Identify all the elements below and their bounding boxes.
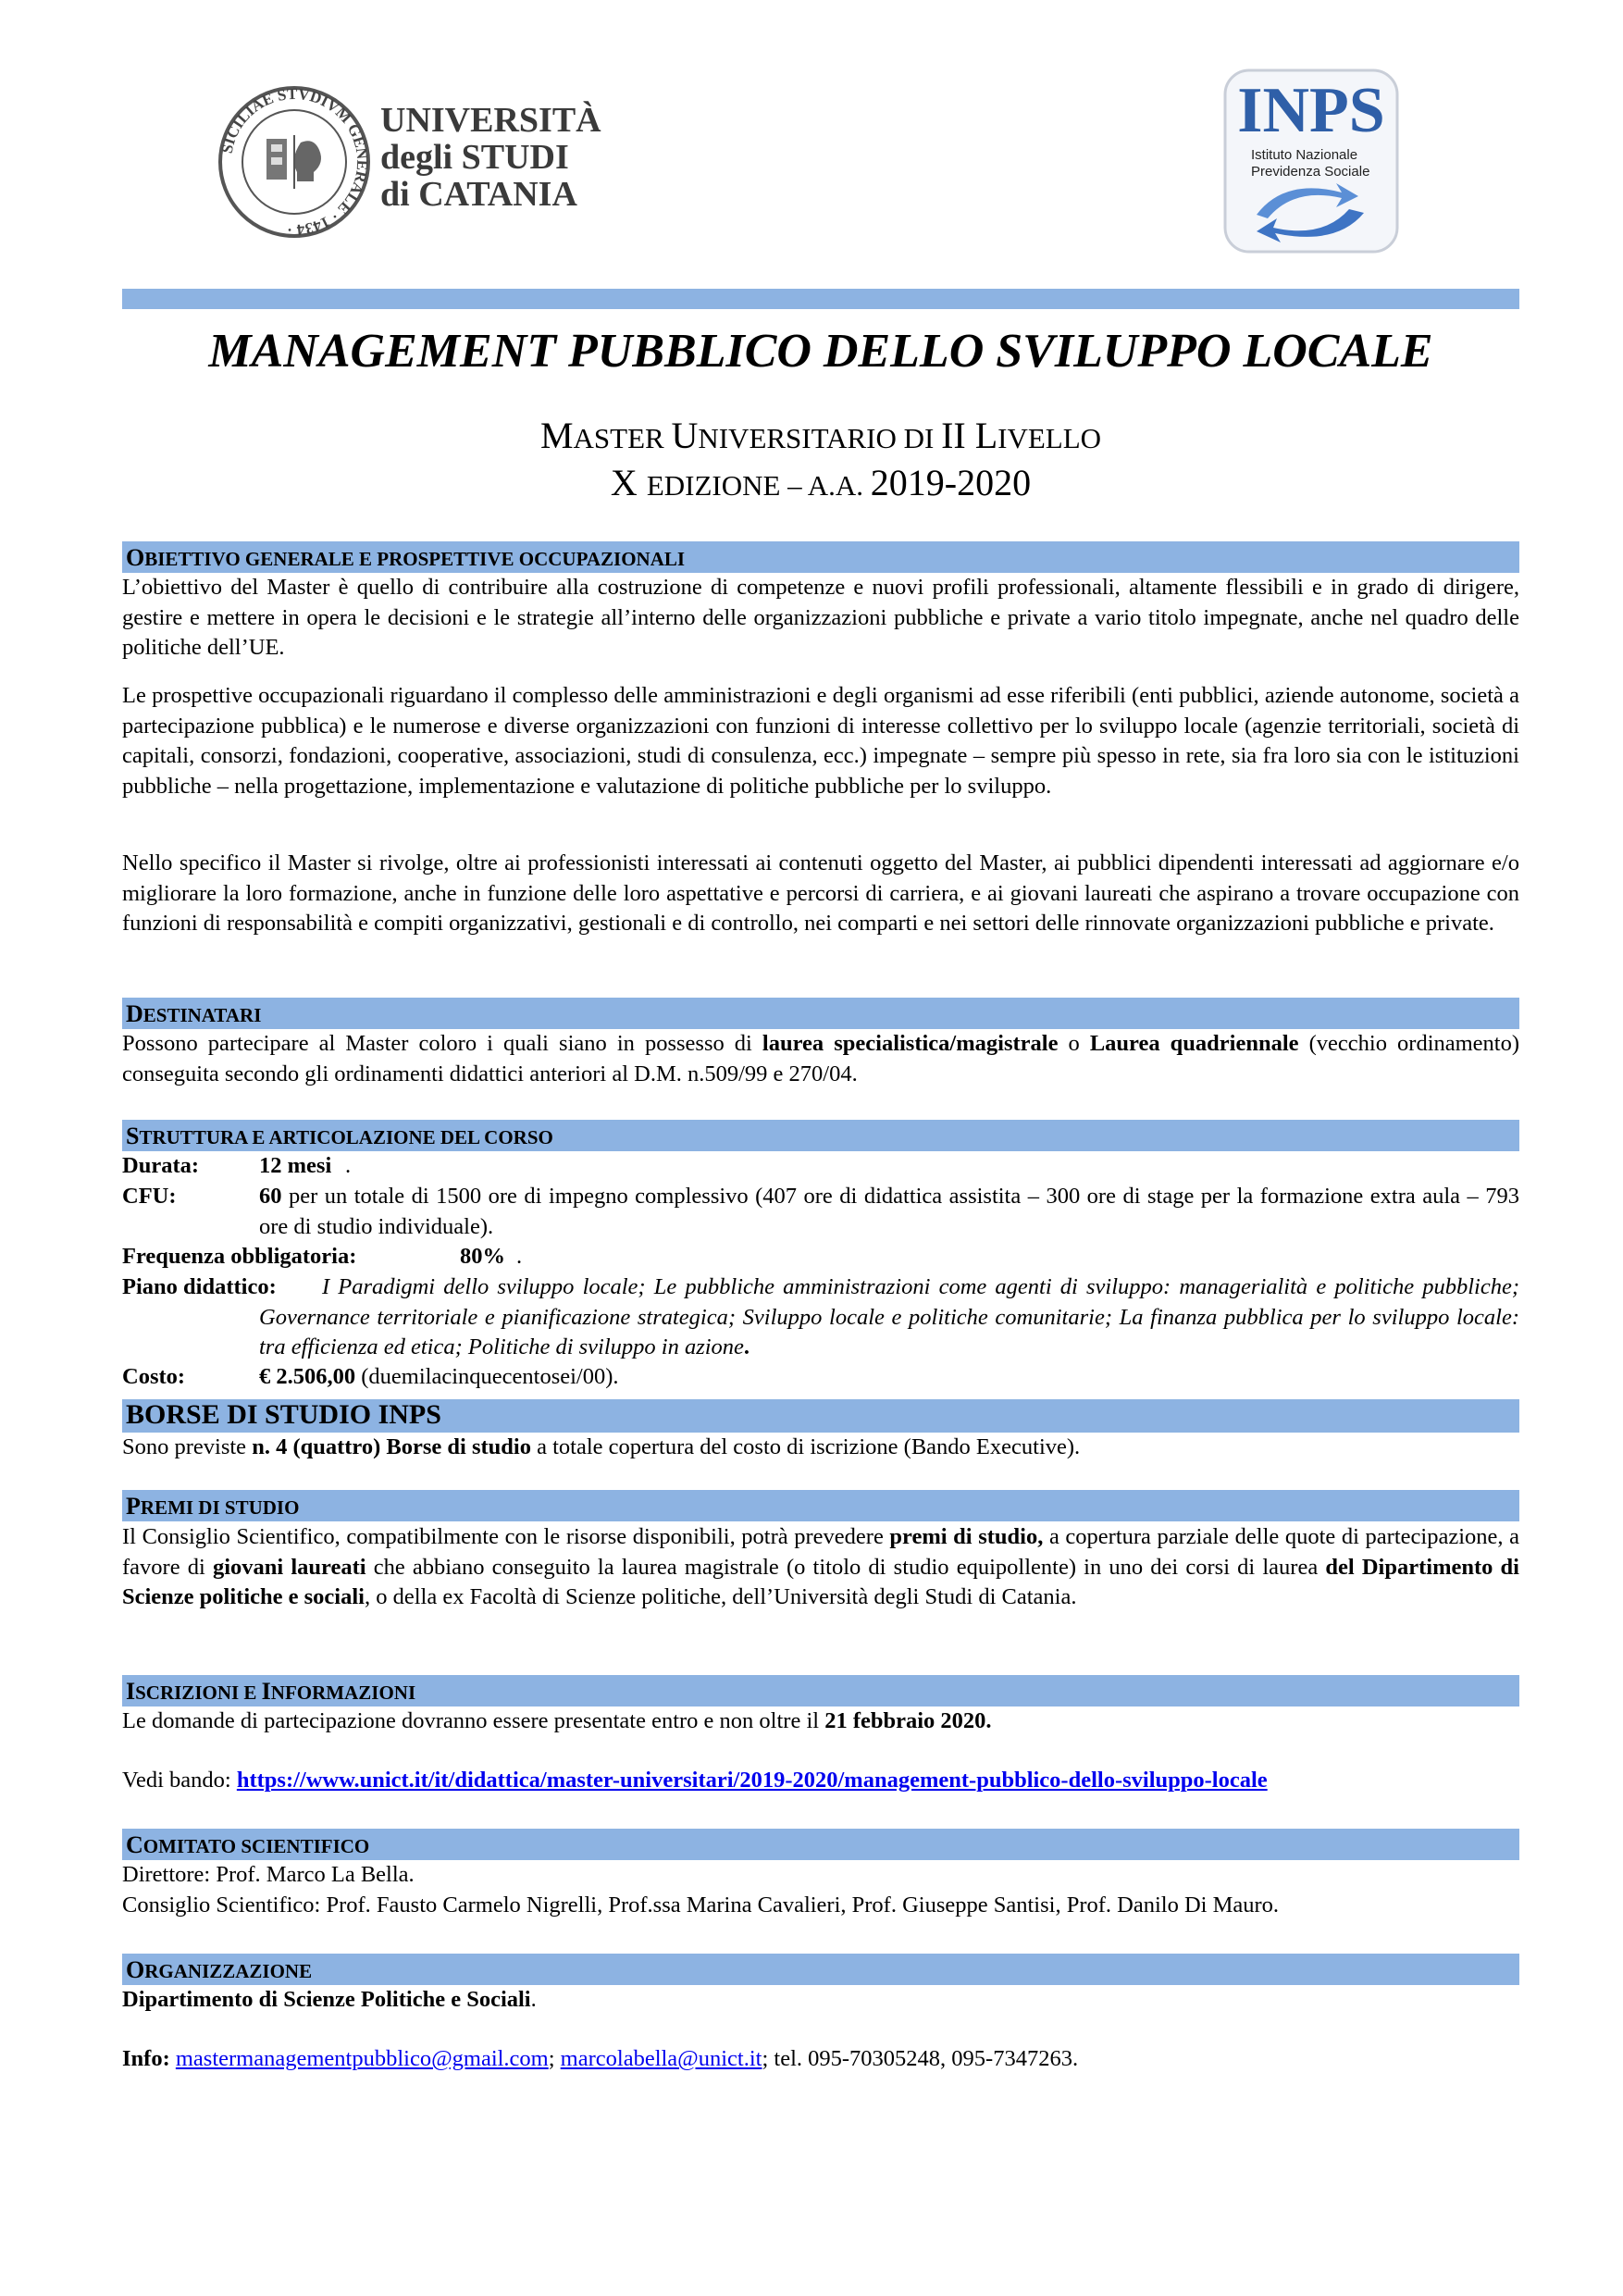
heading-text: D bbox=[126, 1000, 143, 1027]
inps-line2: Previdenza Sociale bbox=[1251, 164, 1370, 180]
inps-brand: INPS bbox=[1237, 75, 1385, 146]
section-header-destinatari bbox=[122, 998, 1519, 1029]
heading-text: NFORMAZIONI bbox=[270, 1682, 416, 1704]
cfu-bold: 60 bbox=[259, 1184, 282, 1209]
unict-line3: di CATANIA bbox=[380, 175, 577, 214]
subtitle-line2 bbox=[122, 461, 1519, 508]
info-row bbox=[122, 2044, 1078, 2075]
subtitle-text: EDIZIONE – A.A. bbox=[646, 469, 871, 502]
subtitle-text: IVELLO bbox=[997, 422, 1102, 454]
costo-label: Costo: bbox=[122, 1364, 186, 1389]
text-run: a copertura parziale delle quote di partecipazione, a favore di bbox=[122, 1524, 1519, 1580]
heading-text: S bbox=[126, 1123, 140, 1149]
section-header-struttura bbox=[122, 1120, 1519, 1151]
costo-value-wrap bbox=[259, 1362, 619, 1393]
text-run: (vecchio ordinamento) conseguita secondo gli ordinamenti didattici anteriori al D.M. n.509/99 e 270/04. bbox=[122, 1031, 1520, 1086]
piano-value bbox=[259, 1272, 1519, 1363]
iscrizioni-text bbox=[122, 1706, 992, 1737]
heading-text: C bbox=[126, 1831, 143, 1858]
destinatari-text bbox=[122, 1029, 1519, 1089]
email-link-1[interactable]: mastermanagementpubblico@gmail.com bbox=[175, 2046, 549, 2071]
unict-seal-icon bbox=[216, 83, 373, 241]
subtitle-text: U bbox=[671, 415, 699, 456]
subtitle-text: X bbox=[610, 462, 647, 503]
consiglio: Consiglio Scientifico: Prof. Fausto Carmelo Nigrelli, Prof.ssa Marina Cavalieri, Prof. Giuseppe Santisi, Prof. Danilo Di Mauro. bbox=[122, 1893, 1280, 1917]
durata-label: Durata: bbox=[122, 1153, 200, 1178]
costo-value: € 2.506,00 bbox=[259, 1364, 356, 1389]
bando-link[interactable]: https://www.unict.it/it/didattica/master-universitari/2019-2020/management-pubblico-dello-sviluppo-locale bbox=[236, 1768, 1268, 1793]
cfu-text: per un totale di 1500 ore di impegno complessivo (407 ore di didattica assistita – 300 ore di stage per la formazione extra aula – 793 ore di studio individuale). bbox=[259, 1184, 1519, 1239]
email-link-2[interactable]: marcolabella@unict.it bbox=[560, 2046, 762, 2071]
inps-line1: Istituto Nazionale bbox=[1251, 147, 1358, 163]
text-run-bold: del Dipartimento di Scienze politiche e sociali bbox=[122, 1554, 1519, 1609]
direttore: Direttore: Prof. Marco La Bella. bbox=[122, 1862, 415, 1887]
subtitle-text: 2019-2020 bbox=[870, 462, 1032, 503]
text-run-bold: giovani laureati bbox=[212, 1554, 366, 1580]
page-title: MANAGEMENT PUBBLICO DELLO SVILUPPO LOCALE bbox=[208, 325, 1433, 378]
text-run-bold: n. 4 (quattro) Borse di studio bbox=[252, 1434, 531, 1459]
text-run: Possono partecipare al Master coloro i quali siano in possesso di bbox=[122, 1031, 762, 1056]
unict-logo bbox=[216, 83, 604, 241]
costo-text: (duemilacinquecentosei/00). bbox=[355, 1364, 619, 1389]
text-run: , o della ex Facoltà di Scienze politiche, dell’Università degli Studi di Catania. bbox=[364, 1584, 1077, 1609]
subtitle-text: NIVERSITARIO DI bbox=[698, 422, 942, 454]
text-run-bold: premi di studio, bbox=[889, 1524, 1044, 1549]
frequenza-label: Frequenza obbligatoria: bbox=[122, 1244, 357, 1269]
section-header-premi bbox=[122, 1490, 1519, 1521]
heading-text: P bbox=[126, 1493, 141, 1520]
durata-dot: . bbox=[345, 1153, 352, 1178]
unict-name bbox=[380, 102, 601, 213]
unict-line1: UNIVERSITÀ bbox=[380, 101, 601, 140]
heading-text: BORSE DI STUDIO INPS bbox=[126, 1399, 441, 1430]
section-header-borse bbox=[122, 1399, 1519, 1433]
obiettivo-p2: Le prospettive occupazionali riguardano il complesso delle amministrazioni e degli organismi ad esse riferibili (enti pubblici, aziende autonome, società a partecipazione pubblica) e le numerose e diverse organizzazioni con funzioni di interesse collettivo per lo sviluppo locale (agenzie territoriali, società di capitali, consorzi, fondazioni, cooperative, associazioni, studi di consulenza, ecc.) impegnate – sempre più spesso in rete, sia fra loro sia con le istituzioni pubbliche – nella progettazione, implementazione e valutazione di politiche pubbliche per lo sviluppo. bbox=[122, 683, 1519, 799]
heading-text: ESTINATARI bbox=[142, 1004, 262, 1026]
deadline: 21 febbraio 2020. bbox=[824, 1708, 992, 1733]
subtitle-text: ASTER bbox=[573, 422, 672, 454]
vedi-label: Vedi bando: bbox=[122, 1768, 237, 1793]
text-run: Il Consiglio Scientifico, compatibilmente con le risorse disponibili, potrà prevedere bbox=[122, 1524, 890, 1549]
subtitle-text: M bbox=[539, 415, 574, 456]
cfu-label bbox=[122, 1182, 177, 1212]
piano-dot: . bbox=[743, 1334, 750, 1359]
bando-row bbox=[122, 1766, 1268, 1796]
obiettivo-p1: L’obiettivo del Master è quello di contribuire alla costruzione di competenze e nuovi profili professionali, altamente flessibili e in grado di dirigere, gestire e mettere in opera le decisioni e le strategie all’interno delle organizzazioni pubbliche e private a vario titolo impegnate, anche nel quadro delle politiche dell’UE. bbox=[122, 575, 1519, 660]
dept-dot: . bbox=[530, 1987, 537, 2012]
frequenza-row bbox=[122, 1242, 523, 1272]
unict-line2: degli STUDI bbox=[380, 138, 569, 177]
frequenza-value: 80% bbox=[460, 1244, 505, 1269]
piano-label-text: Piano didattico: bbox=[122, 1274, 277, 1299]
destinatari-body bbox=[122, 1029, 1519, 1089]
heading-text: RGANIZZAZIONE bbox=[144, 1960, 313, 1982]
text-run-bold: Laurea quadriennale bbox=[1089, 1031, 1299, 1056]
heading-text: BIETTIVO GENERALE E PROSPETTIVE OCCUPAZIONALI bbox=[144, 548, 686, 570]
durata-value: 12 mesi bbox=[259, 1153, 332, 1178]
obiettivo-body-2 bbox=[122, 681, 1519, 801]
section-header-comitato bbox=[122, 1829, 1519, 1860]
heading-text: O bbox=[126, 1956, 145, 1983]
seal-text: SICILIAE STVDIVM GENERALE · 1434 · bbox=[217, 84, 372, 240]
premi-body bbox=[122, 1522, 1519, 1613]
heading-text: OMITATO SCIENTIFICO bbox=[142, 1835, 370, 1857]
piano-text: I Paradigmi dello sviluppo locale; Le pubbliche amministrazioni come agenti di sviluppo: managerialità e politiche pubbliche; Governance territoriale e pianificazione strategica; Sviluppo locale e politiche comunitarie; La finanza pubblica per lo sviluppo locale: tra efficienza ed etica; Politiche di sviluppo in azione bbox=[259, 1274, 1519, 1359]
dept-name: Dipartimento di Scienze Politiche e Sociali bbox=[122, 1987, 531, 2012]
obiettivo-p3: Nello specifico il Master si rivolge, oltre ai professionisti interessati ai contenuti oggetto del Master, ai pubblici dipendenti interessati ad aggiornare e/o migliorare la loro formazione, anche in funzione delle loro aspettative e percorsi di carriera, e ai giovani laureati che aspirano a trovare occupazione con funzioni di responsabilità e compiti organizzativi, gestionali e di controllo, nei comparti e nei settori delle rinnovate organizzazioni pubbliche e private. bbox=[122, 850, 1519, 936]
frequenza-dot: . bbox=[516, 1244, 523, 1269]
text-run: o bbox=[1058, 1031, 1090, 1056]
obiettivo-body-3 bbox=[122, 849, 1519, 939]
text-run: che abbiano conseguito la laurea magistrale (o titolo di studio equipollente) in uno dei corsi di laurea bbox=[365, 1554, 1326, 1580]
borse-text bbox=[122, 1433, 1519, 1463]
obiettivo-body bbox=[122, 573, 1519, 664]
subtitle-line1 bbox=[122, 414, 1519, 461]
heading-text: I bbox=[261, 1678, 271, 1705]
premi-text bbox=[122, 1522, 1519, 1613]
text-run-bold: laurea specialistica/magistrale bbox=[762, 1031, 1059, 1056]
heading-text: O bbox=[126, 544, 145, 571]
cfu-value bbox=[259, 1182, 1519, 1242]
piano-label bbox=[122, 1272, 277, 1303]
heading-text: TRUTTURA E ARTICOLAZIONE DEL CORSO bbox=[139, 1126, 553, 1148]
cfu-label-text: CFU: bbox=[122, 1184, 177, 1209]
costo-row bbox=[122, 1362, 619, 1393]
heading-text: SCRIZIONI E bbox=[135, 1682, 262, 1704]
text-run: Le domande di partecipazione dovranno essere presentate entro e non oltre il bbox=[122, 1708, 825, 1733]
top-divider-bar bbox=[122, 289, 1519, 309]
inps-logo bbox=[1220, 67, 1403, 256]
text-run: Sono previste bbox=[122, 1434, 253, 1459]
section-header-obiettivo bbox=[122, 541, 1519, 573]
heading-text: REMI DI STUDIO bbox=[140, 1496, 300, 1519]
borse-body bbox=[122, 1433, 1519, 1463]
section-header-iscrizioni bbox=[122, 1675, 1519, 1706]
info-label: Info: bbox=[122, 2046, 170, 2071]
subtitle bbox=[122, 414, 1519, 508]
subtitle-text: II L bbox=[941, 415, 998, 456]
organizzazione-dept bbox=[122, 1985, 537, 2016]
inps-logo-icon bbox=[1220, 67, 1403, 256]
durata-row bbox=[122, 1151, 332, 1182]
text-run: a totale copertura del costo di iscrizione (Bando Executive). bbox=[530, 1434, 1081, 1459]
separator: ; bbox=[548, 2046, 561, 2071]
section-header-organizzazione bbox=[122, 1954, 1519, 1985]
telephone: ; tel. 095-70305248, 095-7347263. bbox=[762, 2046, 1079, 2071]
heading-text: I bbox=[126, 1678, 136, 1705]
